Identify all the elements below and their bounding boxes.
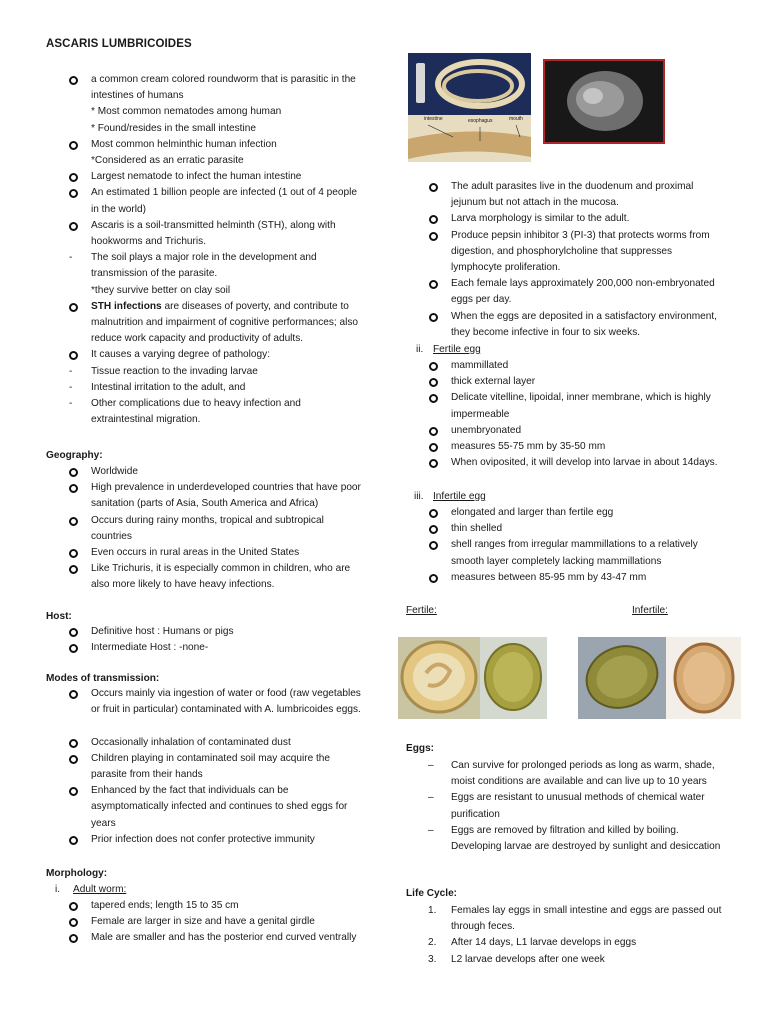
- item-text: Occurs mainly via ingestion of water or food (raw vegetables or fruit in particular) contaminated with A. lumbricoides eggs.: [91, 688, 361, 716]
- item-text: measures between 85-95 mm by 43-47 mm: [451, 571, 647, 583]
- bullet-circle-icon: [69, 918, 78, 927]
- bullet-circle-icon: [69, 222, 78, 231]
- fertile-egg-image-2: [480, 637, 547, 719]
- fertile-egg-heading: Fertile egg: [433, 344, 481, 355]
- item-rest: are diseases of poverty, and contribute to malnutrition and impairment of cognitive performances; also reduce work capacity and productivity of adults.: [91, 300, 359, 345]
- bullet-circle-icon: [69, 690, 78, 699]
- adult-item: [91, 914, 361, 930]
- section-number: ii.: [416, 344, 424, 355]
- host-item: [91, 640, 361, 656]
- host-heading: Host:: [46, 611, 72, 622]
- section-number: i.: [55, 884, 61, 895]
- intro-item: [69, 380, 361, 396]
- modes-item: [91, 751, 361, 783]
- item-text: Produce pepsin inhibitor 3 (PI-3) that protects worms from digestion, and phosphorylcholine that suppresses lymphocyte proliferation.: [451, 229, 710, 273]
- intro-item: [91, 185, 361, 217]
- bullet-dash-icon: –: [428, 824, 434, 836]
- bullet-circle-icon: [69, 303, 78, 312]
- intro-item: [91, 153, 361, 169]
- bullet-dash-icon: -: [69, 381, 73, 393]
- bullet-circle-icon: [429, 362, 438, 371]
- worm-head-sem-image: [543, 59, 665, 144]
- item-text: Intestinal irritation to the adult, and: [91, 381, 246, 393]
- infertile-caption: Infertile:: [632, 605, 668, 616]
- bullet-circle-icon: [429, 525, 438, 534]
- item-text: Females lay eggs in small intestine and eggs are passed out through feces.: [451, 905, 722, 933]
- item-text: It causes a varying degree of pathology:: [91, 349, 270, 361]
- item-text: * Most common nematodes among human: [91, 106, 282, 118]
- modes-item: [91, 686, 361, 718]
- bullet-circle-icon: [429, 574, 438, 583]
- eggs-item: [428, 823, 723, 855]
- eggs-heading: Eggs:: [406, 743, 435, 754]
- eggs-item: [428, 790, 723, 822]
- page-title: ASCARIS LUMBRICOIDES: [46, 38, 192, 50]
- item-text: Delicate vitelline, lipoidal, inner membrane, which is highly impermeable: [451, 392, 711, 420]
- item-text: Even occurs in rural areas in the United States: [91, 547, 300, 558]
- adult-detail-item: [451, 211, 723, 227]
- bullet-circle-icon: [69, 141, 78, 150]
- life-cycle-step: [428, 952, 723, 968]
- item-text: After 14 days, L1 larvae develops in eggs: [451, 937, 637, 949]
- adult-detail-item: [451, 179, 723, 211]
- item-text: unembryonated: [451, 424, 522, 436]
- item-text: Can survive for prolonged periods as long as warm, shade, moist conditions are available and can live up to 10 years: [451, 760, 715, 788]
- bullet-circle-icon: [69, 902, 78, 911]
- bullet-circle-icon: [429, 509, 438, 518]
- mouth-label: mouth: [509, 116, 523, 122]
- intro-item: [69, 250, 361, 282]
- bullet-circle-icon: [429, 215, 438, 224]
- modes-item: [91, 783, 361, 832]
- adult-detail-item: [451, 309, 723, 341]
- bullet-circle-icon: [69, 787, 78, 796]
- item-text: Tissue reaction to the invading larvae: [91, 365, 258, 377]
- bullet-circle-icon: [429, 232, 438, 241]
- item-text: Ascaris is a soil-transmitted helminth (STH), along with hookworms and Trichuris.: [91, 219, 336, 247]
- item-text: tapered ends; length 15 to 35 cm: [91, 900, 239, 911]
- bullet-circle-icon: [429, 313, 438, 322]
- item-text: Like Trichuris, it is especially common in children, who are also more likely to have heavy infections.: [91, 563, 351, 591]
- infertile-egg-heading: Infertile egg: [433, 491, 486, 502]
- bullet-circle-icon: [429, 459, 438, 468]
- bullet-circle-icon: [69, 644, 78, 653]
- item-text: Definitive host : Humans or pigs: [91, 626, 234, 637]
- item-text: Male are smaller and has the posterior end curved ventrally: [91, 932, 357, 944]
- bullet-circle-icon: [69, 549, 78, 558]
- item-text: elongated and larger than fertile egg: [451, 507, 614, 518]
- bold-term: STH infections: [91, 300, 162, 312]
- bullet-circle-icon: [429, 394, 438, 403]
- intro-item: [91, 104, 361, 120]
- item-text: a common cream colored roundworm that is parasitic in the intestines of humans: [91, 74, 356, 102]
- geography-item: [91, 464, 361, 480]
- intro-item: [91, 283, 361, 299]
- intro-item: [91, 299, 361, 348]
- bullet-circle-icon: [69, 565, 78, 574]
- life-cycle-step: [428, 935, 723, 951]
- bullet-circle-icon: [69, 468, 78, 477]
- bullet-circle-icon: [69, 173, 78, 182]
- fertile-item: [451, 455, 723, 471]
- geography-item: [91, 545, 361, 561]
- item-text: Occurs during rainy months, tropical and subtropical countries: [91, 514, 324, 542]
- adult-detail-item: [451, 276, 723, 308]
- adult-item: [91, 898, 361, 914]
- item-text: *they survive better on clay soil: [91, 284, 231, 296]
- infertile-item: [451, 505, 723, 521]
- item-text: thin shelled: [451, 523, 503, 535]
- item-text: Intermediate Host : -none-: [91, 642, 209, 654]
- item-text: measures 55-75 mm by 35-50 mm: [451, 441, 606, 452]
- bullet-circle-icon: [429, 443, 438, 452]
- bullet-circle-icon: [69, 189, 78, 198]
- item-text: mammillated: [451, 360, 509, 371]
- item-text: Female are larger in size and have a genital girdle: [91, 916, 315, 928]
- infertile-item: [451, 570, 723, 586]
- list-number: 2.: [428, 937, 437, 949]
- fertile-item: [451, 358, 723, 374]
- geography-item: [91, 513, 361, 545]
- fertile-item: [451, 439, 723, 455]
- bullet-circle-icon: [69, 484, 78, 493]
- intro-item: [91, 137, 361, 153]
- bullet-dash-icon: –: [428, 792, 434, 804]
- item-text: Occasionally inhalation of contaminated dust: [91, 736, 291, 748]
- modes-item: [91, 735, 361, 751]
- intestine-label: intestine: [424, 116, 443, 122]
- bullet-circle-icon: [429, 378, 438, 387]
- bullet-circle-icon: [429, 541, 438, 550]
- item-text: Eggs are resistant to unusual methods of chemical water purification: [451, 792, 705, 820]
- intro-item: [91, 121, 361, 137]
- item-text: Prior infection does not confer protective immunity: [91, 833, 315, 845]
- bullet-circle-icon: [69, 351, 78, 360]
- infertile-item: [451, 537, 723, 569]
- list-number: 1.: [428, 905, 437, 916]
- fertile-caption: Fertile:: [406, 605, 437, 616]
- item-text: High prevalence in underdeveloped countries that have poor sanitation (parts of Asia, South America and Africa): [91, 482, 361, 510]
- host-item: [91, 624, 361, 640]
- fertile-item: [451, 423, 723, 439]
- item-text: L2 larvae develops after one week: [451, 953, 605, 965]
- infertile-egg-image-2: [666, 637, 741, 719]
- infertile-item: [451, 521, 723, 537]
- fertile-item: [451, 374, 723, 390]
- item-text: [91, 299, 361, 348]
- morphology-heading: Morphology:: [46, 868, 108, 879]
- bullet-circle-icon: [429, 427, 438, 436]
- adult-worm-coiled-image: [408, 53, 531, 115]
- intro-item: [69, 364, 361, 380]
- bullet-dash-icon: -: [69, 365, 73, 377]
- item-text: The adult parasites live in the duodenum and proximal jejunum but not attach in the mucosa.: [451, 181, 694, 209]
- intro-item: [91, 72, 361, 104]
- fertile-item: [451, 390, 723, 422]
- esophagus-label: esophagus: [468, 118, 493, 124]
- item-text: Worldwide: [91, 466, 138, 477]
- item-text: shell ranges from irregular mammillations to a relatively smooth layer completely lacking mammillations: [451, 539, 698, 567]
- bullet-circle-icon: [429, 183, 438, 192]
- geography-heading: Geography:: [46, 450, 103, 461]
- life-cycle-step: [428, 903, 723, 935]
- bullet-dash-icon: –: [428, 760, 434, 771]
- intro-item: [69, 396, 361, 428]
- bullet-circle-icon: [69, 628, 78, 637]
- bullet-circle-icon: [429, 280, 438, 289]
- adult-worm-heading: Adult worm:: [73, 884, 127, 895]
- item-text: Most common helminthic human infection: [91, 138, 277, 150]
- geography-item: [91, 561, 361, 593]
- item-text: Children playing in contaminated soil may acquire the parasite from their hands: [91, 752, 331, 780]
- item-text: Eggs are removed by filtration and killed by boiling. Developing larvae are destroyed by sunlight and desiccation: [451, 824, 721, 852]
- intro-item: [91, 169, 361, 185]
- adult-worm-section-image: [408, 115, 531, 162]
- item-text: * Found/resides in the small intestine: [91, 122, 256, 134]
- adult-detail-item: [451, 228, 723, 277]
- modes-item: [91, 832, 361, 848]
- item-text: Other complications due to heavy infection and extraintestinal migration.: [91, 398, 301, 426]
- item-text: Larva morphology is similar to the adult.: [451, 213, 630, 225]
- bullet-circle-icon: [69, 739, 78, 748]
- item-text: Enhanced by the fact that individuals can be asymptomatically infected and continues to shed eggs for years: [91, 785, 348, 829]
- intro-item: [91, 347, 361, 363]
- section-number: iii.: [414, 491, 424, 502]
- bullet-circle-icon: [69, 76, 78, 85]
- adult-item: [91, 930, 361, 946]
- item-text: *Considered as an erratic parasite: [91, 155, 244, 166]
- life-cycle-heading: Life Cycle:: [406, 888, 458, 899]
- item-text: When the eggs are deposited in a satisfactory environment, they become infective in four to six weeks.: [451, 310, 717, 338]
- list-number: 3.: [428, 953, 437, 965]
- fertile-egg-image-1: [398, 637, 480, 719]
- intro-item: [91, 218, 361, 250]
- bullet-circle-icon: [69, 517, 78, 526]
- item-text: Largest nematode to infect the human intestine: [91, 171, 302, 183]
- bullet-circle-icon: [69, 934, 78, 943]
- bullet-dash-icon: -: [69, 398, 73, 409]
- item-text: Each female lays approximately 200,000 non-embryonated eggs per day.: [451, 278, 715, 306]
- bullet-circle-icon: [69, 755, 78, 764]
- item-text: thick external layer: [451, 376, 536, 388]
- eggs-item: [428, 758, 723, 790]
- bullet-circle-icon: [69, 836, 78, 845]
- modes-heading: Modes of transmission:: [46, 673, 160, 684]
- item-text: The soil plays a major role in the development and transmission of the parasite.: [91, 252, 317, 280]
- infertile-egg-image-1: [578, 637, 666, 719]
- geography-item: [91, 480, 361, 512]
- bullet-dash-icon: -: [69, 252, 73, 264]
- item-text: When oviposited, it will develop into larvae in about 14days.: [451, 457, 718, 469]
- item-text: An estimated 1 billion people are infected (1 out of 4 people in the world): [91, 187, 357, 215]
